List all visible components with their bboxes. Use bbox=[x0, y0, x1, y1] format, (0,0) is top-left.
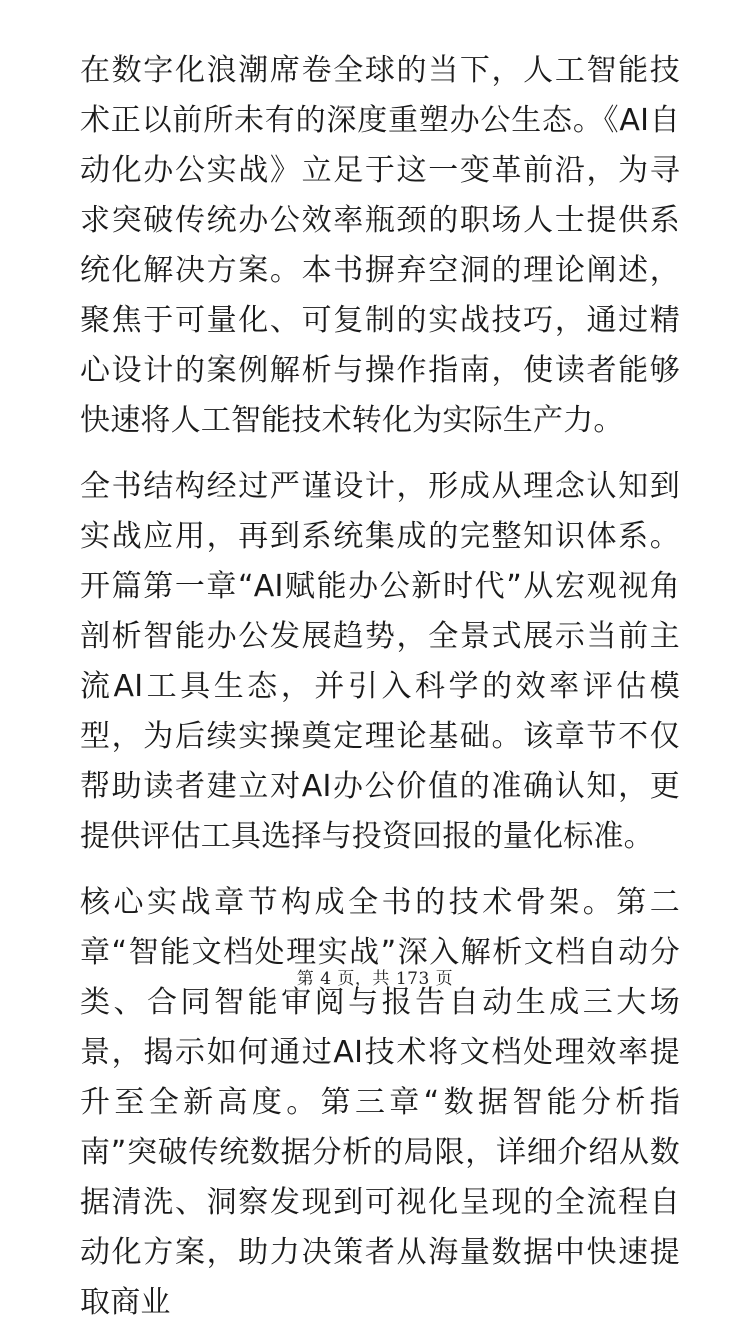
body-paragraph-2: 全书结构经过严谨设计，形成从理念认知到实战应用，再到系统集成的完整知识体系。开篇第一章“AI赋能办公新时代”从宏观视角剖析智能办公发展趋势，全景式展示当前主流AI工具生态，并引入科学的效率评估模型，为后续实操奠定理论基础。该章节不仅帮助读者建立对AI办公价值的准确认知，更提供评估工具选择与投资回报的量化标准。 bbox=[80, 469, 680, 854]
body-paragraph-3: 核心实战章节构成全书的技术骨架。第二章“智能文档处理实战”深入解析文档自动分类、合同智能审阅与报告自动生成三大场景，揭示如何通过AI技术将文档处理效率提升至全新高度。第三章“数据智能分析指南”突破传统数据分析的局限，详细介绍从数据清洗、洞察发现到可视化呈现的全流程自动化方案，助力决策者从海量数据中快速提取商业 bbox=[80, 885, 680, 1320]
body-paragraph-1: 在数字化浪潮席卷全球的当下，人工智能技术正以前所未有的深度重塑办公生态。《AI自动化办公实战》立足于这一变革前沿，为寻求突破传统办公效率瓶颈的职场人士提供系统化解决方案。本书摒弃空洞的理论阐述，聚焦于可量化、可复制的实战技巧，通过精心设计的案例解析与操作指南，使读者能够快速将人工智能技术转化为实际生产力。 bbox=[80, 53, 680, 438]
document-body bbox=[80, 46, 680, 1344]
page-number-footer: 第 4 页，共 173 页 bbox=[296, 969, 454, 989]
